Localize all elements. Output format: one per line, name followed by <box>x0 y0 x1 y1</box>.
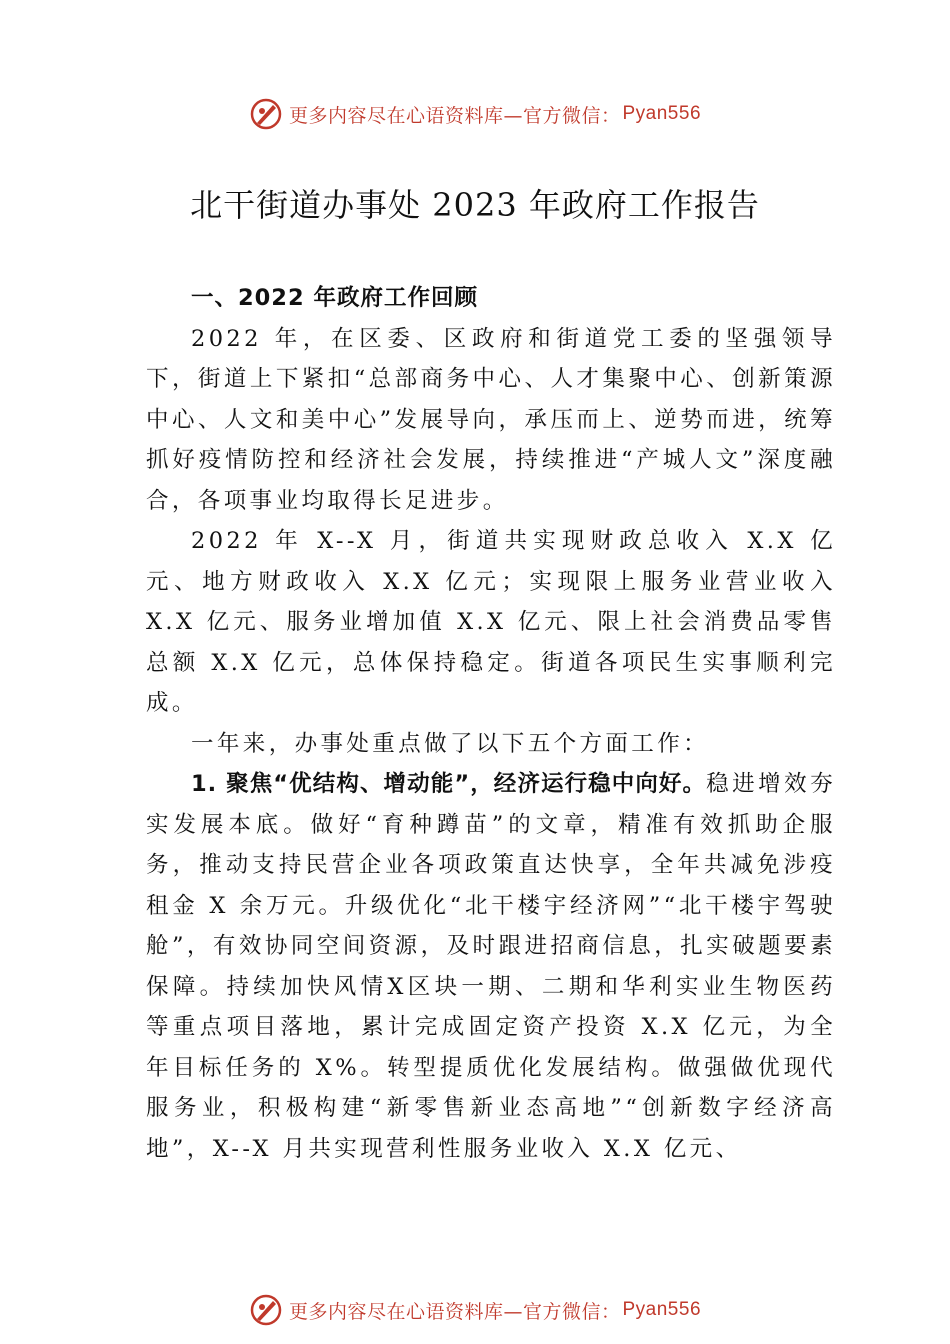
paragraph-3: 一年来，办事处重点做了以下五个方面工作： <box>191 730 710 757</box>
paragraph-2: 2022 年 X--X 月，街道共实现财政总收入 X.X 亿元、地方财政收入 X.X 亿元；实现限上服务业营业收入 X.X 亿元、服务业增加值 X.X 亿元、限上社会消费品零售总额 X.X 亿元，总体保持稳定。街道各项民生实事顺利完成。 <box>146 528 836 716</box>
section-heading: 一、2022 年政府工作回顾 <box>191 285 478 311</box>
pen-seal-logo-icon <box>249 97 283 131</box>
footer-banner <box>0 1288 950 1332</box>
item-1-body: 稳进增效夯实发展本底。做好“育种蹲苗”的文章，精准有效抓助企服务，推动支持民营企业各项政策直达快享，全年共减免涉疫租金 X 余万元。升级优化“北干楼宇经济网”“北干楼宇驾驶舱”，有效协同空间资源，及时跟进招商信息，扎实破题要素保障。持续加快风情Ⅹ区块一期、二期和华利实业生物医药等重点项目落地，累计完成固定资产投资 X.X 亿元，为全年目标任务的 X%。转型提质优化发展结构。做强做优现代服务业，积极构建“新零售新业态高地”“创新数字经济高地”，X--X 月共实现营利性服务业收入 X.X 亿元、 <box>146 771 836 1162</box>
banner-text: 更多内容尽在心语资料库—官方微信： <box>288 1300 621 1323</box>
item-1-lead: 1. 聚焦“优结构、增动能”，经济运行稳中向好。 <box>191 771 707 797</box>
pen-seal-logo-icon <box>249 1293 283 1327</box>
banner-wechat-id: Pyan556 <box>622 1299 702 1320</box>
document-body <box>146 278 836 1169</box>
document-title: 北干街道办事处 2023 年政府工作报告 <box>190 186 760 224</box>
header-banner <box>0 92 950 136</box>
item-1-paragraph <box>146 764 836 1169</box>
paragraph-1: 2022 年，在区委、区政府和街道党工委的坚强领导下，街道上下紧扣“总部商务中心、人才集聚中心、创新策源中心、人文和美中心”发展导向，承压而上、逆势而进，统筹抓好疫情防控和经济社会发展，持续推进“产城人文”深度融合，各项事业均取得长足进步。 <box>146 325 836 514</box>
banner-wechat-id: Pyan556 <box>622 103 702 124</box>
banner-text: 更多内容尽在心语资料库—官方微信： <box>288 104 621 127</box>
